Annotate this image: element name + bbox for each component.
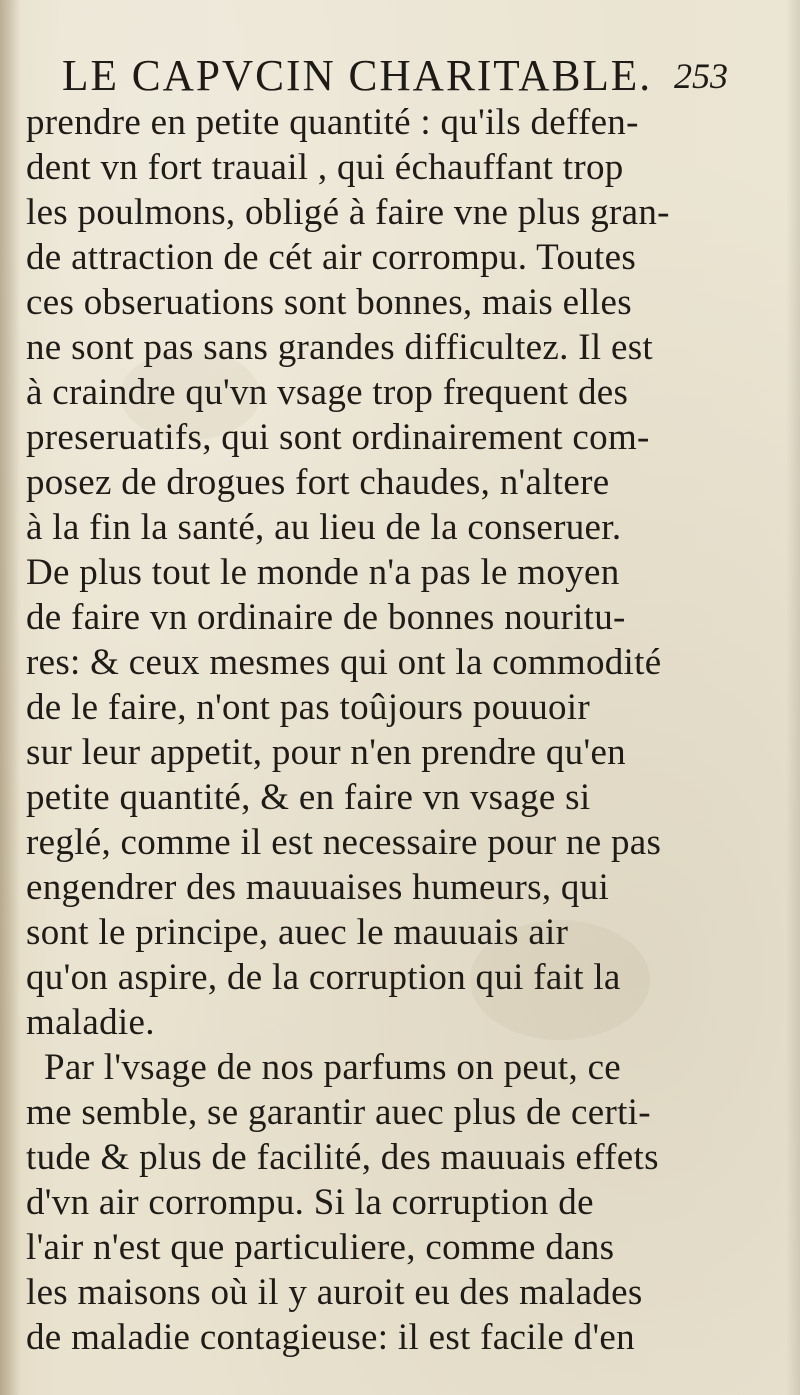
text-line: De plus tout le monde n'a pas le moyen — [26, 552, 620, 593]
text-line: de maladie contagieuse: il est facile d'en — [26, 1317, 635, 1358]
text-line: me semble, se garantir auec plus de certi- — [26, 1092, 651, 1133]
text-line: tude & plus de facilité, des mauuais effets — [26, 1137, 659, 1178]
text-line: de attraction de cét air corrompu. Toutes — [26, 237, 637, 278]
text-line: reglé, comme il est necessaire pour ne pas — [26, 822, 662, 863]
page-title: LE CAPVCIN CHARITABLE. — [62, 51, 653, 100]
text-line: res: & ceux mesmes qui ont la commodité — [26, 642, 662, 683]
text-line: maladie. — [26, 1002, 155, 1043]
text-line: prendre en petite quantité : qu'ils deffen- — [26, 102, 639, 143]
page-number: 253 — [674, 56, 728, 96]
text-line: l'air n'est que particuliere, comme dans — [26, 1227, 615, 1268]
text-line: sont le principe, auec le mauuais air — [26, 912, 569, 953]
text-line: petite quantité, & en faire vn vsage si — [26, 777, 591, 818]
text-line: engendrer des mauuaises humeurs, qui — [26, 867, 610, 908]
text-line: ces obseruations sont bonnes, mais elles — [26, 282, 632, 323]
running-head — [62, 52, 762, 102]
paragraph-start-line: Par l'vsage de nos parfums on peut, ce — [44, 1047, 622, 1088]
text-line: dent vn fort trauail , qui échauffant trop — [26, 147, 624, 188]
text-line: à craindre qu'vn vsage trop frequent des — [26, 372, 629, 413]
text-line: les poulmons, obligé à faire vne plus gran- — [26, 192, 670, 233]
page-edge-shadow — [786, 0, 800, 1395]
text-line: à la fin la santé, au lieu de la conseruer. — [26, 507, 622, 548]
text-line: sur leur appetit, pour n'en prendre qu'en — [26, 732, 626, 773]
gutter-shadow — [0, 0, 20, 1395]
text-line: d'vn air corrompu. Si la corruption de — [26, 1182, 594, 1223]
text-line: de le faire, n'ont pas toûjours pouuoir — [26, 687, 590, 728]
text-line: qu'on aspire, de la corruption qui fait la — [26, 957, 621, 998]
text-line: preseruatifs, qui sont ordinairement com- — [26, 417, 650, 458]
text-line: les maisons où il y auroit eu des malades — [26, 1272, 643, 1313]
text-line: ne sont pas sans grandes difficultez. Il est — [26, 327, 653, 368]
text-line: de faire vn ordinaire de bonnes nouritu- — [26, 597, 626, 638]
text-line: posez de drogues fort chaudes, n'altere — [26, 462, 610, 503]
